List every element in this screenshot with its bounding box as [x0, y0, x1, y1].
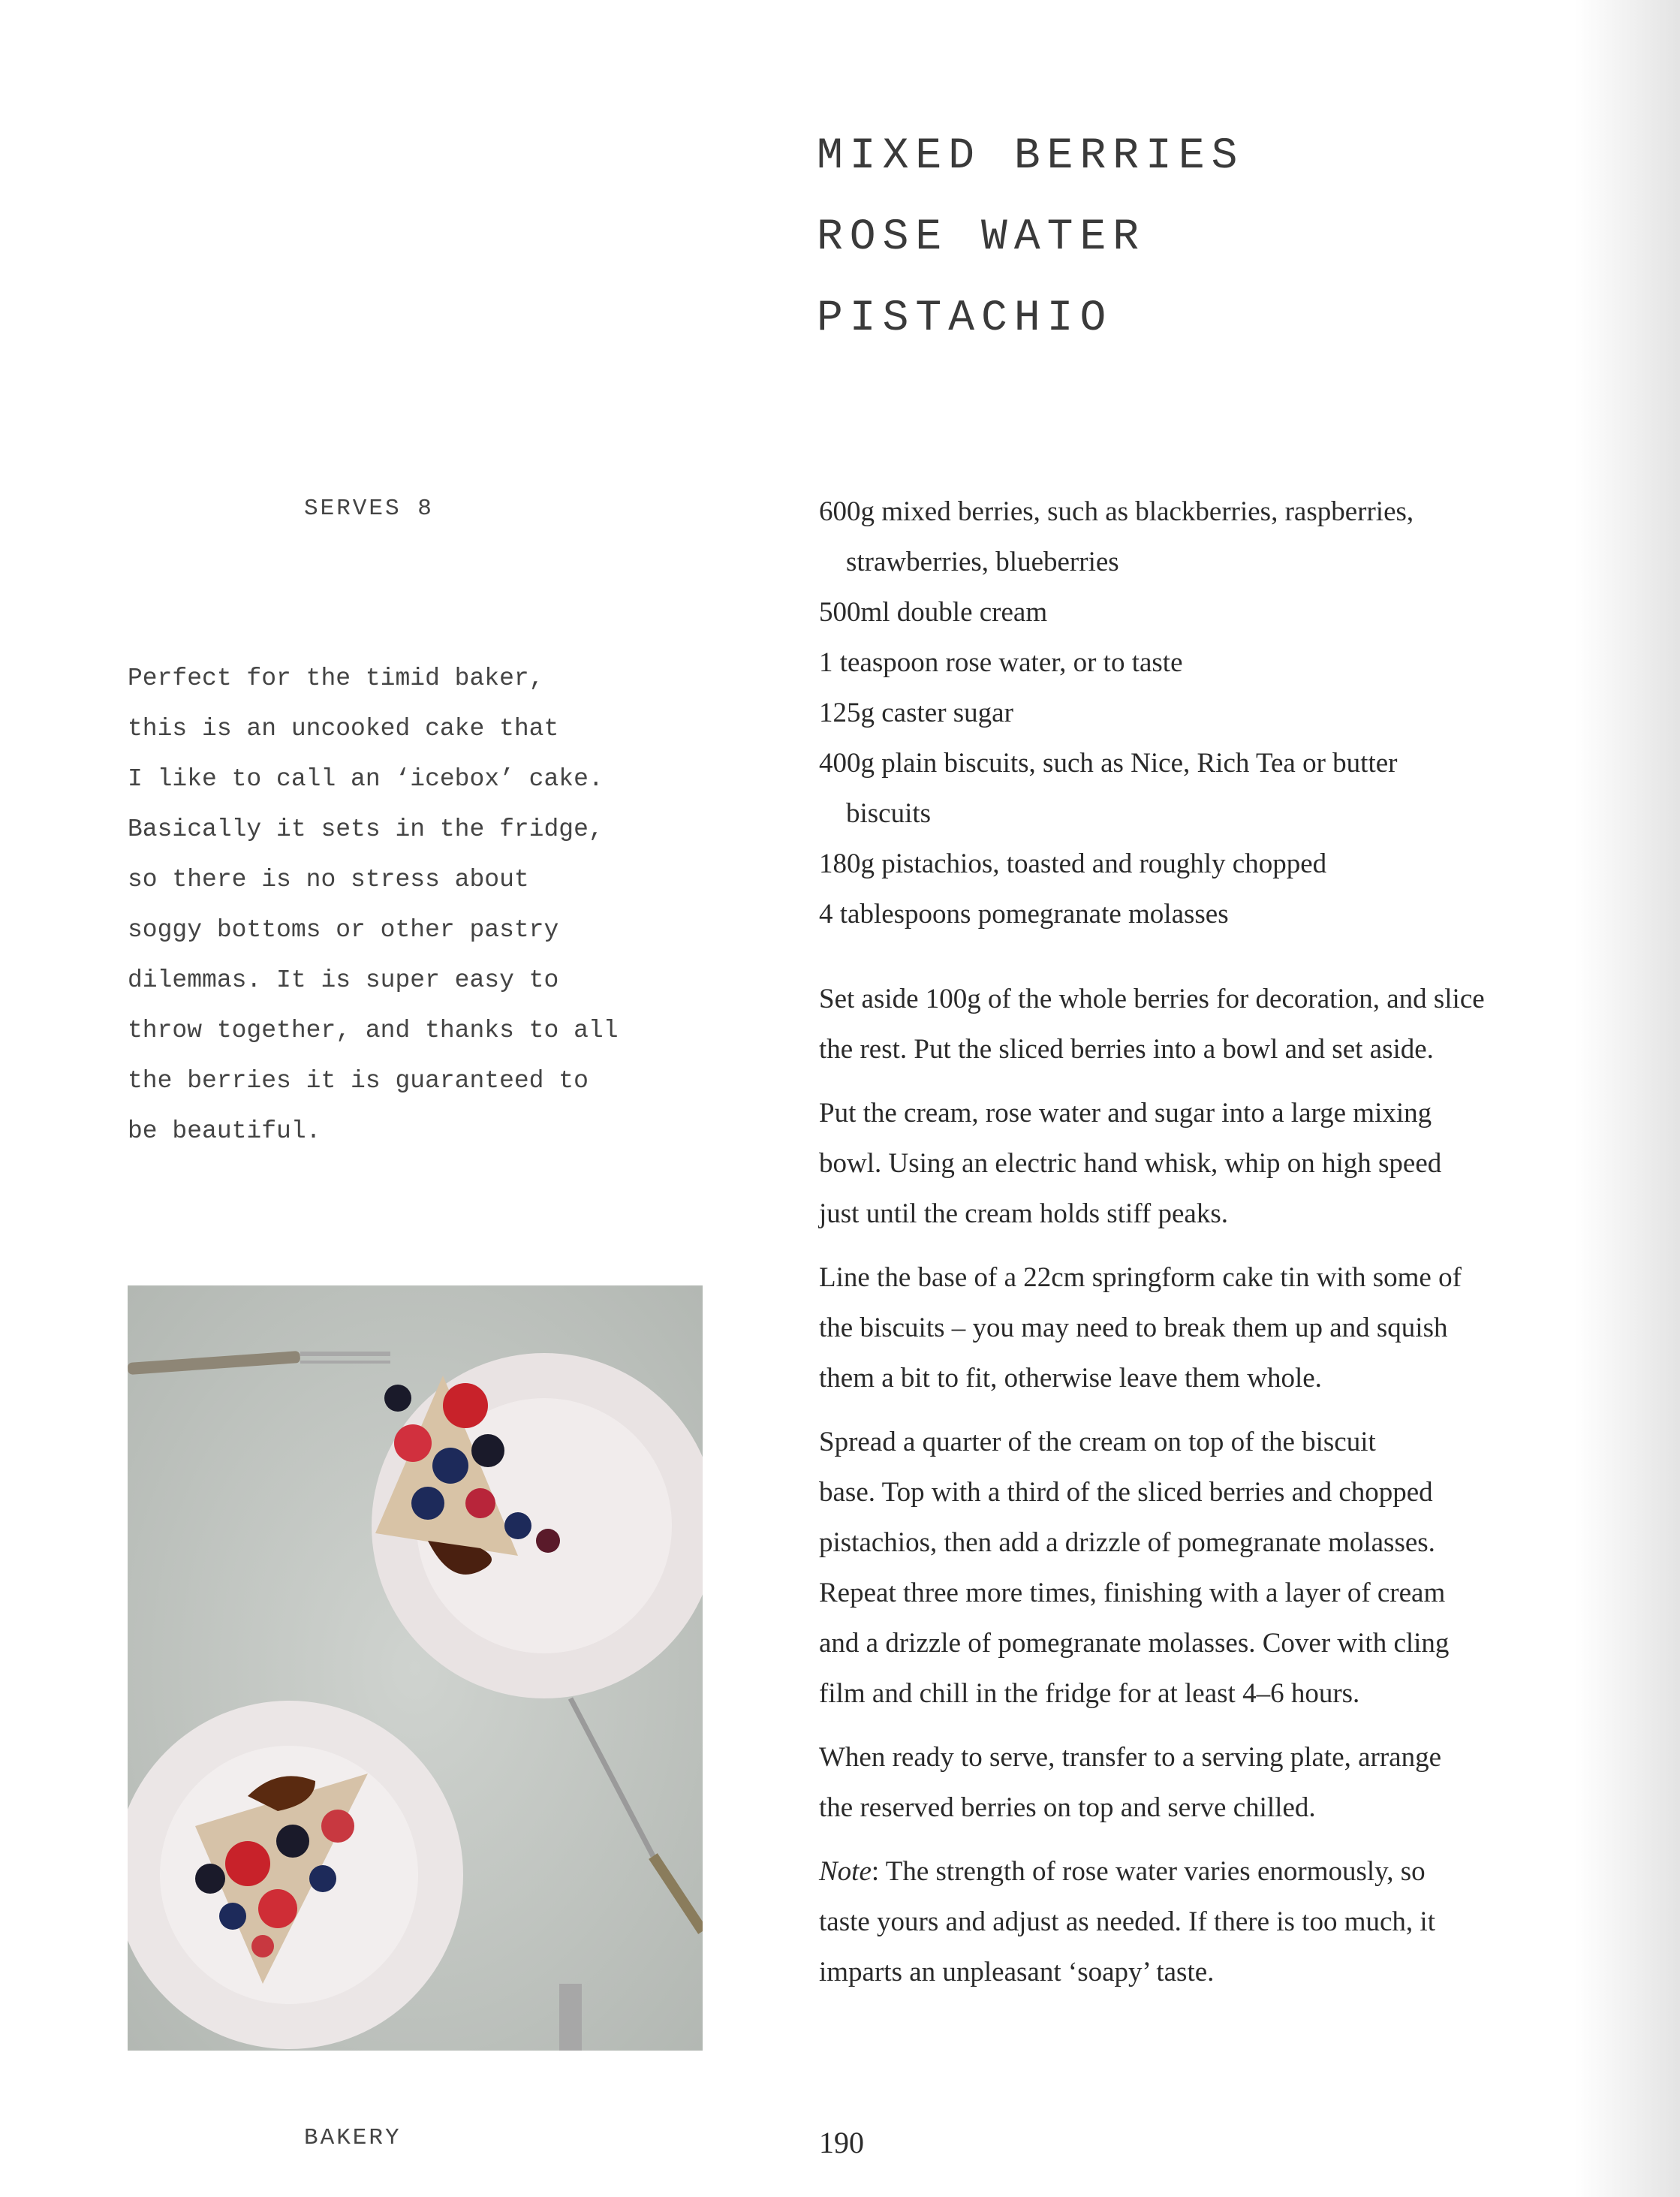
ingredient-text: 400g plain biscuits, such as Nice, Rich Tea or butter: [819, 748, 1398, 779]
method-line: the rest. Put the sliced berries into a bowl and set aside.: [819, 1034, 1434, 1065]
method-line: film and chill in the fridge for at least 4–6 hours.: [819, 1678, 1360, 1709]
method-line: bowl. Using an electric hand whisk, whip on high speed: [819, 1148, 1442, 1179]
method-line: them a bit to fit, otherwise leave them whole.: [819, 1363, 1322, 1394]
note-line: [819, 1897, 1570, 1947]
ingredient-item: [819, 688, 1414, 738]
ingredient-text: 1 teaspoon rose water, or to taste: [819, 647, 1183, 678]
recipe-title: [817, 116, 1244, 360]
method-step: [819, 1732, 1570, 1833]
method-line: and a drizzle of pomegranate molasses. Cover with cling: [819, 1628, 1450, 1659]
ingredient-item: [819, 637, 1414, 688]
intro-line: be beautiful.: [128, 1117, 321, 1145]
method-line: the biscuits – you may need to break them up and squish: [819, 1312, 1448, 1343]
ingredient-item: [819, 587, 1414, 637]
note-text: imparts an unpleasant ‘soapy’ taste.: [819, 1957, 1215, 1988]
ingredient-text: 125g caster sugar: [819, 698, 1013, 728]
method: [819, 974, 1570, 2011]
intro-text: [128, 653, 713, 1156]
method-line: the reserved berries on top and serve chilled.: [819, 1792, 1316, 1823]
ingredients-list: [819, 487, 1414, 939]
method-step: [819, 1088, 1570, 1239]
intro-line: this is an uncooked cake that: [128, 715, 559, 743]
method-step: [819, 1417, 1570, 1719]
page-number: 190: [819, 2126, 864, 2159]
note-line: [819, 1846, 1570, 1897]
ingredient-text: 500ml double cream: [819, 597, 1048, 628]
intro-line: so there is no stress about: [128, 866, 529, 894]
method-step: [819, 974, 1570, 1074]
method-line: Repeat three more times, finishing with a layer of cream: [819, 1578, 1446, 1608]
method-line: Line the base of a 22cm springform cake tin with some of: [819, 1262, 1462, 1293]
method-step: [819, 1252, 1570, 1403]
ingredient-item: [819, 738, 1414, 839]
method-line: Set aside 100g of the whole berries for decoration, and slice: [819, 984, 1485, 1014]
note-line: [819, 1947, 1570, 1997]
note-label: Note: [819, 1856, 872, 1887]
title-line: ROSE WATER: [817, 213, 1146, 262]
intro-line: Basically it sets in the fridge,: [128, 815, 604, 843]
note-text: : The strength of rose water varies enormously, so: [871, 1856, 1426, 1887]
ingredient-continuation: biscuits: [846, 798, 932, 829]
method-line: Spread a quarter of the cream on top of the biscuit: [819, 1427, 1376, 1457]
ingredient-text: 180g pistachios, toasted and roughly chopped: [819, 848, 1327, 879]
serves-label: SERVES 8: [304, 496, 434, 522]
cake-photo: [128, 1285, 703, 2051]
intro-line: the berries it is guaranteed to: [128, 1067, 589, 1095]
ingredient-item: [819, 487, 1414, 587]
ingredient-continuation: strawberries, blueberries: [846, 547, 1119, 577]
intro-line: throw together, and thanks to all: [128, 1017, 619, 1044]
ingredient-item: [819, 889, 1414, 939]
method-line: When ready to serve, transfer to a serving plate, arrange: [819, 1742, 1442, 1773]
note: [819, 1846, 1570, 1997]
method-line: just until the cream holds stiff peaks.: [819, 1198, 1228, 1229]
ingredient-text: 600g mixed berries, such as blackberries, raspberries,: [819, 496, 1414, 527]
intro-line: soggy bottoms or other pastry: [128, 916, 559, 944]
ingredient-item: [819, 839, 1414, 889]
section-name: BAKERY: [304, 2125, 402, 2151]
method-line: pistachios, then add a drizzle of pomegranate molasses.: [819, 1527, 1435, 1558]
ingredient-text: 4 tablespoons pomegranate molasses: [819, 899, 1229, 930]
intro-line: I like to call an ‘icebox’ cake.: [128, 765, 604, 793]
title-line: PISTACHIO: [817, 294, 1113, 343]
note-text: taste yours and adjust as needed. If there is too much, it: [819, 1906, 1435, 1937]
title-line: MIXED BERRIES: [817, 132, 1245, 181]
method-line: base. Top with a third of the sliced berries and chopped: [819, 1477, 1433, 1508]
intro-line: dilemmas. It is super easy to: [128, 966, 559, 994]
method-line: Put the cream, rose water and sugar into a large mixing: [819, 1098, 1432, 1129]
intro-line: Perfect for the timid baker,: [128, 665, 544, 692]
page-edge-shadow: [1575, 0, 1680, 2197]
